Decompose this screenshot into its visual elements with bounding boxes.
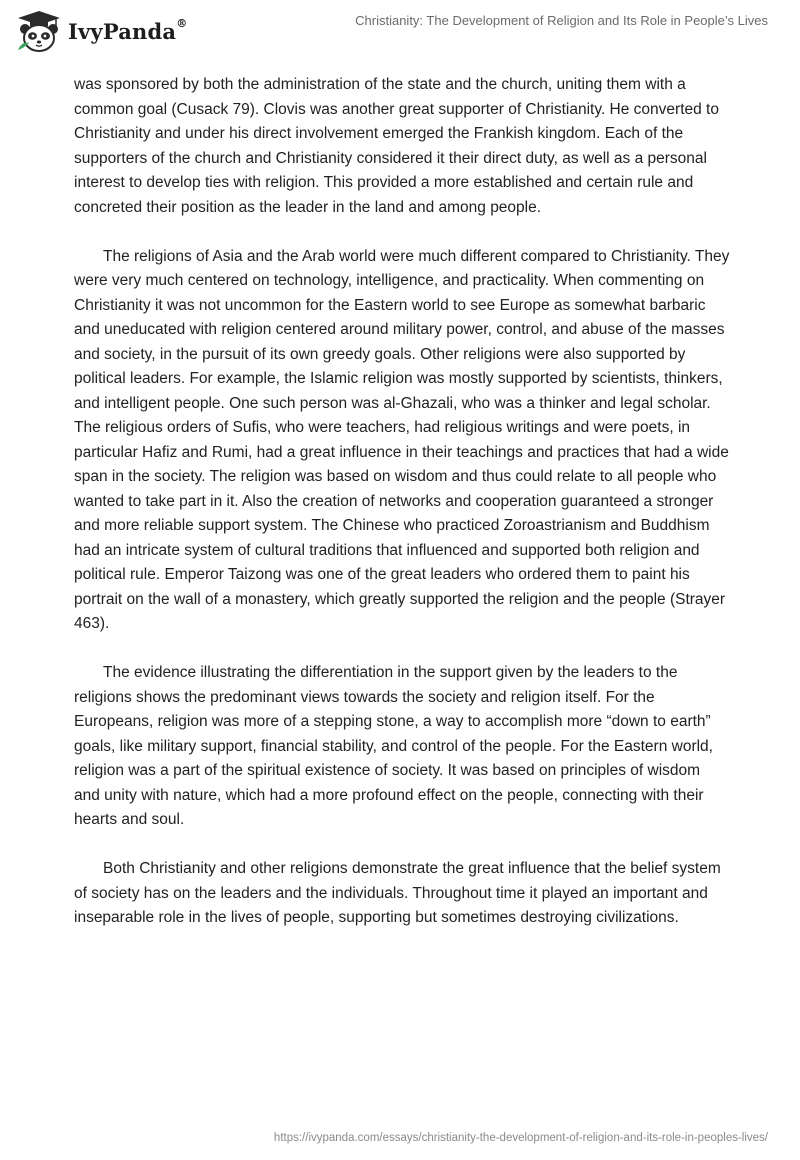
paragraph: The evidence illustrating the differentiation in the support given by the leaders to the religions shows the predominant views towards the society and religion itself. For the Europeans, religion was more of a stepping stone, a way to accomplish more “down to earth” goals, like military support, financial stability, and control of the people. For the Eastern world, religion was a part of the spiritual existence of society. It was based on principles of wisdom and unity with nature, which had a more profound effect on the people, connecting with their hearts and soul. <box>74 664 713 828</box>
panda-graduate-icon <box>16 10 62 52</box>
paragraph: was sponsored by both the administration of the state and the church, uniting them with a common goal (Cusack 79). Clovis was another great supporter of Christianity. He converted to Christianity and under his direct involvement emerged the Frankish kingdom. Each of the supporters of the church and Christianity considered it their direct duty, as well as a personal interest to develop ties with religion. This provided a more established and certain rule and concreted their position as the leader in the land and among people. <box>74 76 719 216</box>
brand-name: IvyPanda® <box>68 16 188 44</box>
source-url[interactable]: https://ivypanda.com/essays/christianity-the-development-of-religion-and-its-role-in-peoples-lives/ <box>273 1132 768 1144</box>
document-title: Christianity: The Development of Religion and Its Role in People’s Lives <box>355 13 768 28</box>
essay-body <box>74 73 730 955</box>
brand-logo[interactable] <box>16 10 187 52</box>
page-header <box>0 0 800 64</box>
registered-mark: ® <box>176 16 188 30</box>
paragraph: Both Christianity and other religions demonstrate the great influence that the belief system of society has on the leaders and the individuals. Throughout time it played an important and inseparable role in the lives of people, supporting but sometimes destroying civilizations. <box>74 860 721 926</box>
paragraph: The religions of Asia and the Arab world were much different compared to Christianity. They were very much centered on technology, intelligence, and practicality. When commenting on Christianity it was not uncommon for the Eastern world to see Europe as somewhat barbaric and uneducated with religion centered around military power, control, and abuse of the masses and society, in the pursuit of its own greedy goals. Other religions were also supported by political leaders. For example, the Islamic religion was mostly supported by scientists, thinkers, and intelligent people. One such person was al-Ghazali, who was a thinker and legal scholar. The religious orders of Sufis, who were teachers, had religious writings and were poets, in particular Hafiz and Rumi, had a great influence in their teachings and practices that had a wide span in the society. The religion was based on wisdom and thus could relate to all people who wanted to take part in it. Also the creation of networks and cooperation guaranteed a stronger and more reliable support system. The Chinese who practiced Zoroastrianism and Buddhism had an intricate system of cultural traditions that influenced and supported both religion and political rule. Emperor Taizong was one of the great leaders who ordered them to paint his portrait on the wall of a monastery, which greatly supported the religion and the people (Strayer 463). <box>74 247 730 632</box>
